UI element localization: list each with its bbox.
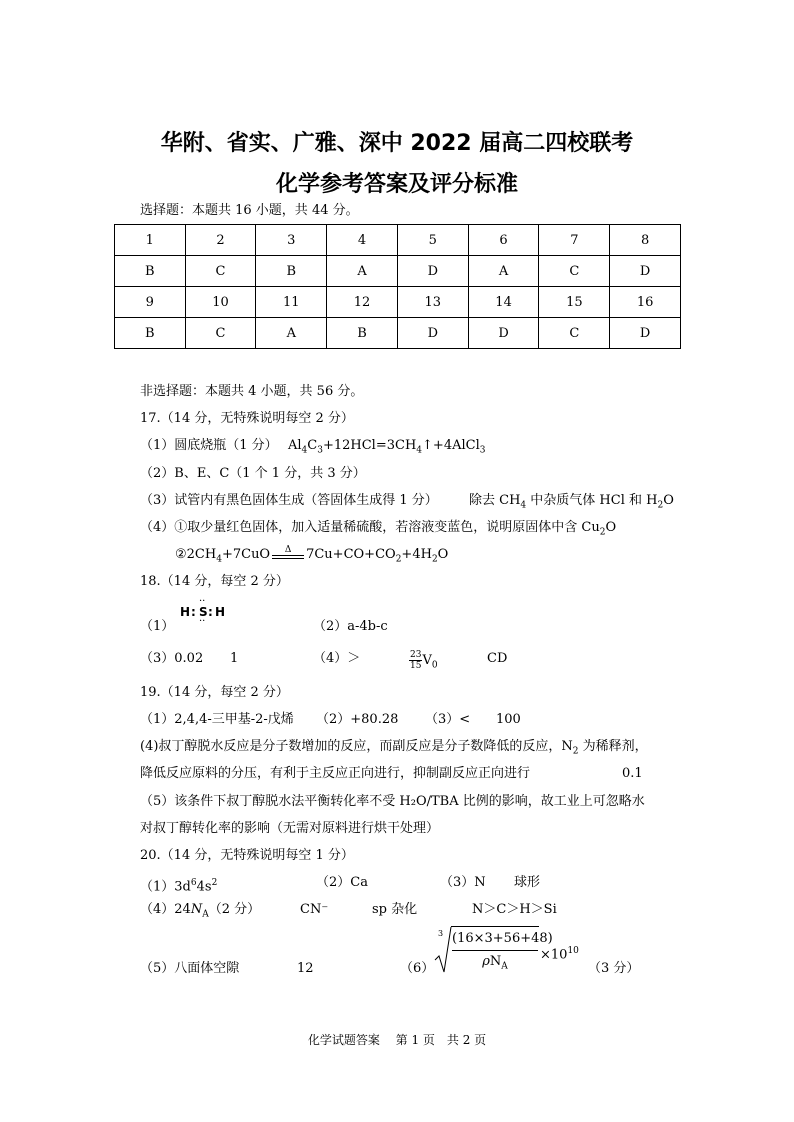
q18-p4-volume: $\frac{23}{15}$ $V_0$: [410, 650, 438, 671]
q19-p4-line1: (4)叔丁醇脱水反应是分子数增加的反应，而副反应是分子数降低的反应，$N_2$ 为稀释剂，: [140, 739, 648, 757]
answer-row: [115, 318, 681, 349]
answer-cell: B: [115, 318, 186, 349]
q20-p4-cn: CN⁻: [300, 902, 329, 917]
question-number-cell: 12: [327, 287, 398, 318]
answer-cell: A: [468, 256, 539, 287]
question-number-cell: 6: [468, 225, 539, 256]
question-number-row: [115, 287, 681, 318]
q20-p6-score: （3 分）: [588, 961, 640, 976]
q17-p2: （2）B、E、C（1 个 1 分，共 3 分）: [140, 466, 366, 481]
question-number-cell: 11: [256, 287, 327, 318]
question-number-cell: 4: [327, 225, 398, 256]
q20-p6-label: （6）: [400, 961, 435, 976]
q20-heading: 20.（14 分，无特殊说明每空 1 分）: [140, 848, 354, 863]
answer-cell: D: [397, 318, 468, 349]
q20-p3: （3）N: [440, 875, 486, 890]
root-numerator: (16×3+56+48): [452, 931, 553, 946]
question-number-cell: 5: [397, 225, 468, 256]
power-factor: $\times 10^{10}$: [540, 946, 579, 963]
question-number-cell: 10: [185, 287, 256, 318]
question-number-cell: 16: [610, 287, 681, 318]
question-number-cell: 2: [185, 225, 256, 256]
page-subtitle: 化学参考答案及评分标准: [275, 172, 518, 197]
q17-p1-label: （1）圆底烧瓶（1 分）: [140, 438, 278, 453]
q20-p4-order: N＞C＞H＞Si: [472, 902, 557, 917]
question-number-row: [115, 225, 681, 256]
answer-cell: B: [115, 256, 186, 287]
q18-p2: （2）a-4b-c: [313, 619, 388, 634]
answer-cell: A: [327, 256, 398, 287]
q17-p4-b-equation: $②2CH_4+7CuO$ Δ $7Cu+CO+CO_2+4H_2O$: [175, 545, 449, 565]
q18-p3-value: 1: [230, 651, 239, 666]
q18-p3: （3）0.02: [140, 651, 204, 666]
fraction: $\frac{23}{15}$: [410, 650, 422, 671]
root-overline: [451, 926, 539, 927]
q20-p1: $(1)3d^64s^2$: [140, 878, 218, 895]
q18-p4-cd: CD: [487, 651, 508, 666]
answer-cell: B: [256, 256, 327, 287]
answer-cell: A: [256, 318, 327, 349]
choice-intro: 选择题：本题共 16 小题，共 44 分。: [140, 203, 359, 218]
q18-p4: （4）＞: [313, 651, 361, 666]
q19-p4-line2: 降低反应原料的分压，有利于主反应正向进行，抑制副反应正向进行: [140, 766, 531, 781]
q19-p1: （1）2,4,4-三甲基-2-戊烯: [140, 712, 294, 727]
q19-p3: （3）<: [425, 712, 471, 727]
q17-heading: 17.（14 分，无特殊说明每空 2 分）: [140, 411, 354, 426]
q20-p5-value: 12: [297, 961, 314, 976]
q20-p4: $(4)24N_A(2$ 分）: [140, 902, 261, 920]
reaction-condition-arrow: Δ: [270, 546, 306, 564]
q20-p4-hybrid: sp 杂化: [372, 902, 418, 917]
q19-p5-line2: 对叔丁醇转化率的影响（无需对原料进行烘干处理）: [140, 821, 440, 836]
q17-p1-equation: $Al_4C_3+12HCl=3CH_4↑+4AlCl_3$: [288, 438, 486, 456]
q20-p3-value: 球形: [514, 875, 541, 890]
answer-row: [115, 256, 681, 287]
question-number-cell: 13: [397, 287, 468, 318]
question-number-cell: 14: [468, 287, 539, 318]
answer-cell: B: [327, 318, 398, 349]
answer-cell: D: [468, 318, 539, 349]
question-number-cell: 8: [610, 225, 681, 256]
nonchoice-intro: 非选择题：本题共 4 小题，共 56 分。: [140, 384, 364, 399]
page-title: 华附、省实、广雅、深中 2022 届高二四校联考: [160, 131, 634, 156]
q18-p1-label: （1）: [140, 619, 175, 634]
answer-page: 华附、省实、广雅、深中 2022 届高二四校联考 化学参考答案及评分标准 选择题：本题共 16 小题，共 44 分。 1 2 3 4 5 6 7 8 B C B A D A C D 9 10 11 12 13 14 15 16 B C A B D D C D 非选择题：本题共 4 小题，共 56 分。 17.（14 分，无特殊说明每空 2 分） （1）圆底烧瓶（1 分） $Al_4C_3+12HCl=3CH_4↑+4AlCl_3$ （2）B、E、C（1 个 1 分，共 3 分） （3）试管内有黑色固体生成（答固体生成得 1 分） 除去 $CH_4$ 中杂质气体 HCl 和 $H_2O$ （4）①取少量红色固体，加入适量稀硫酸，若溶液变蓝色，说明原固体中含 $Cu_2O$ $②2CH_4+7CuO$ Δ $7Cu+CO+CO_2+4H_2O$ 18.（14 分，每空 2 分） （1） H : S : H ·· ·· （2）a-4b-c （3）0.02 1 （4）＞ $\frac{23}{15}$ $V_0$ CD 19.（14 分，每空 2 分） （1）2,4,4-三甲基-2-戊烯 （2）+80.28 （3）< 100 (4)叔丁醇脱水反应是分子数增加的反应，而副反应是分子数降低的反应，$N_2$ 为稀释剂， 降低反应原料的分压，有利于主反应正向进行，抑制副反应正向进行 0.1 （5）该条件下叔丁醇脱水法平衡转化率不受 H₂O/TBA 比例的影响，故工业上可忽略水 对叔丁醇转化率的影响（无需对原料进行烘干处理） 20.（14 分，无特殊说明每空 1 分） $(1)3d^64s^2$ （2）Ca （3）N 球形 $(4)24N_A(2$ 分） CN⁻ sp 杂化 N＞C＞H＞Si （5）八面体空隙 12 （6） 3 (16×3+56+48) $\rho N_A$ $\times 10^{10}$ （3 分） 化学试题答案 第 1 页 共 2 页: [0, 0, 794, 1122]
q19-heading: 19.（14 分，每空 2 分）: [140, 685, 289, 700]
answer-cell: C: [185, 256, 256, 287]
q18-heading: 18.（14 分，每空 2 分）: [140, 574, 289, 589]
fraction-bar: [452, 950, 538, 951]
answer-cell: C: [539, 256, 610, 287]
choice-answer-table: [114, 224, 681, 349]
q19-p5-line1: （5）该条件下叔丁醇脱水法平衡转化率不受 H₂O/TBA 比例的影响，故工业上可忽略水: [140, 794, 645, 809]
q20-p2: （2）Ca: [316, 875, 368, 890]
question-number-cell: 7: [539, 225, 610, 256]
q17-p3-answer: 除去 $CH_4$ 中杂质气体 HCl 和 $H_2O$: [469, 493, 674, 511]
page-footer: 化学试题答案 第 1 页 共 2 页: [307, 1033, 487, 1047]
question-number-cell: 3: [256, 225, 327, 256]
answer-cell: D: [610, 318, 681, 349]
q19-p3-value: 100: [496, 712, 521, 727]
answer-cell: C: [539, 318, 610, 349]
question-number-cell: 1: [115, 225, 186, 256]
q17-p3-label: （3）试管内有黑色固体生成（答固体生成得 1 分）: [140, 493, 438, 508]
answer-cell: D: [610, 256, 681, 287]
answer-cell: D: [397, 256, 468, 287]
question-number-cell: 15: [539, 287, 610, 318]
root-index: 3: [438, 929, 444, 938]
question-number-cell: 9: [115, 287, 186, 318]
root-denominator: $\rho N_A$: [482, 954, 508, 972]
answer-cell: C: [185, 318, 256, 349]
q19-p4-value: 0.1: [622, 766, 643, 781]
q19-p2: （2）+80.28: [316, 712, 399, 727]
q17-p4-a: （4）①取少量红色固体，加入适量稀硫酸，若溶液变蓝色，说明原固体中含 $Cu_2O$: [140, 520, 617, 538]
q20-p5: （5）八面体空隙: [140, 961, 240, 976]
